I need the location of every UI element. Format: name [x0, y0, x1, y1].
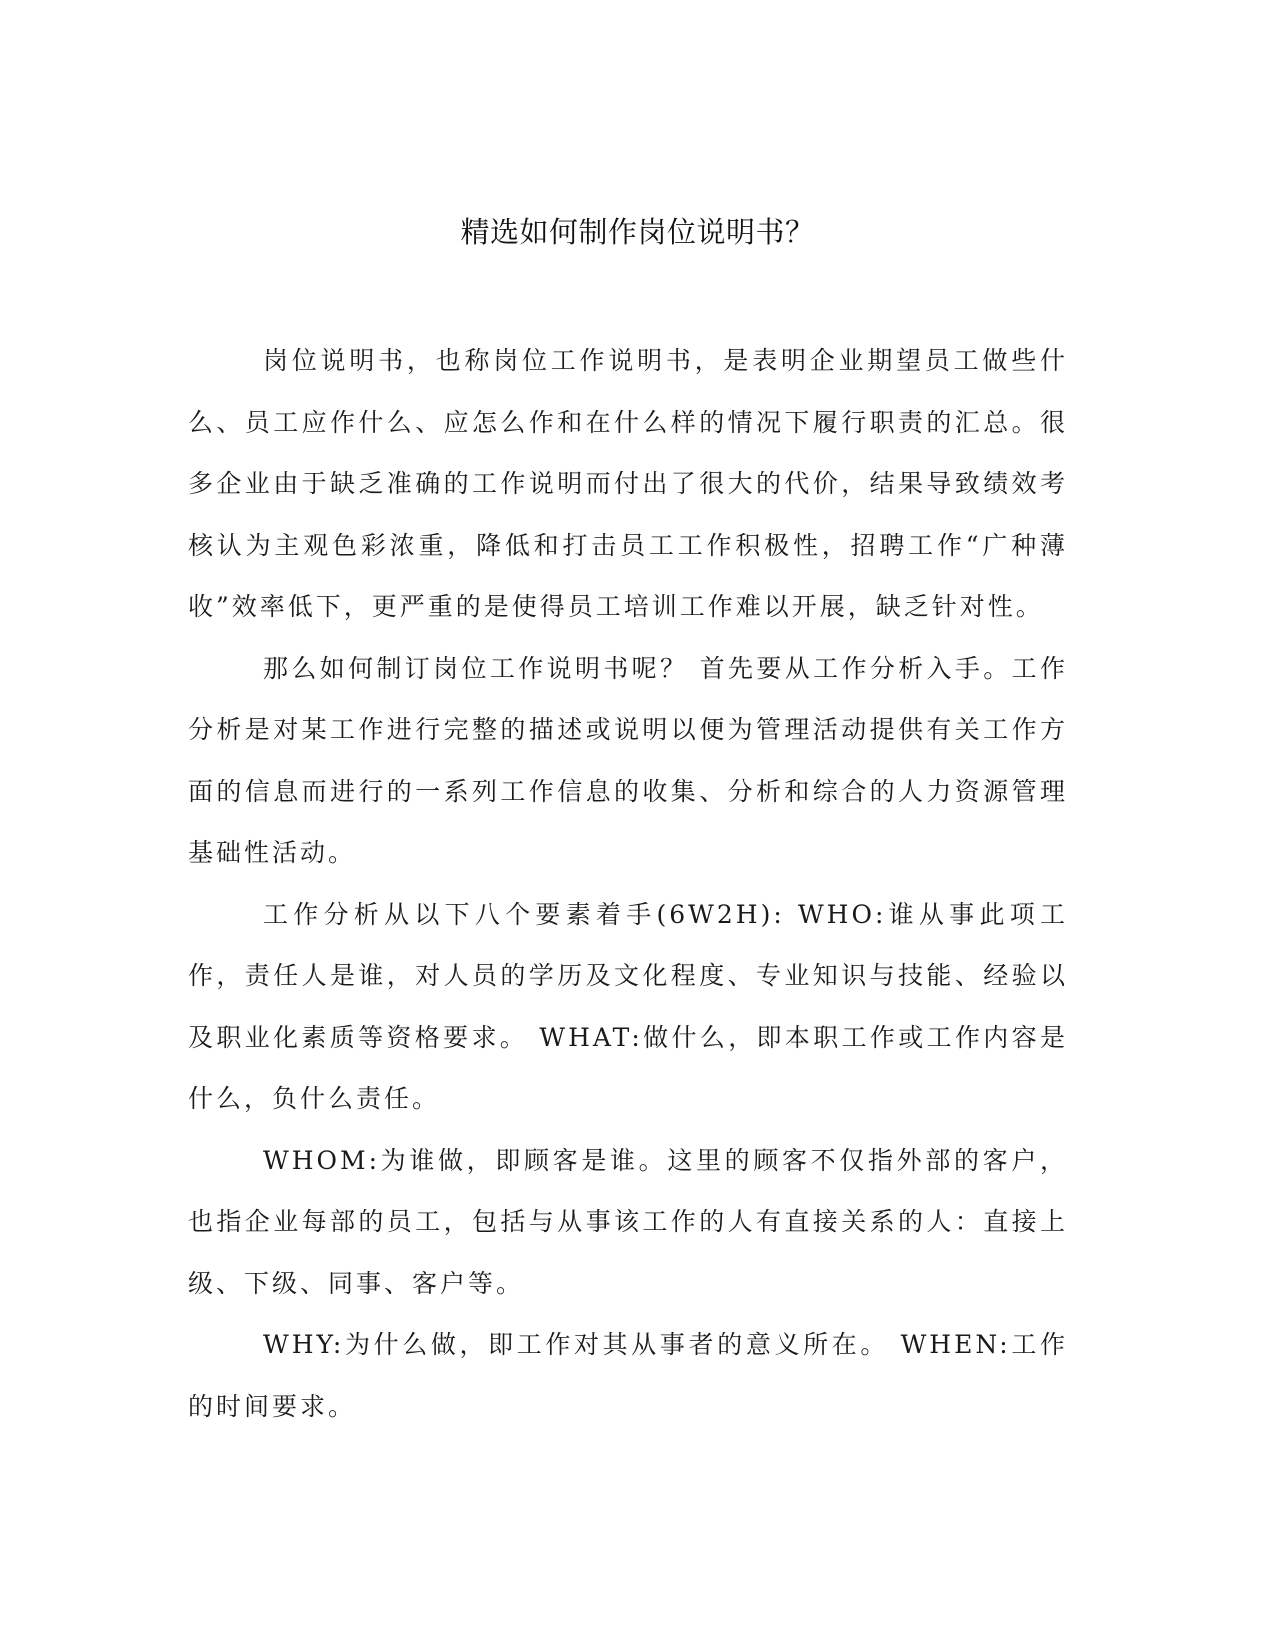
paragraph-6w2h-who-what: 工作分析从以下八个要素着手(6W2H): WHO:谁从事此项工作，责任人是谁，对人员的学历及文化程度、专业知识与技能、经验以及职业化素质等资格要求。 WHAT:做什么，即本职工作或工作内容是什么，负什么责任。 [188, 899, 1068, 1113]
document-body [188, 330, 1068, 1437]
paragraph-definition: 岗位说明书，也称岗位工作说明书，是表明企业期望员工做些什么、员工应作什么、应怎么作和在什么样的情况下履行职责的汇总。很多企业由于缺乏准确的工作说明而付出了很大的代价，结果导致绩效考核认为主观色彩浓重，降低和打击员工工作积极性，招聘工作“广种薄收”效率低下，更严重的是使得员工培训工作难以开展，缺乏针对性。 [188, 346, 1068, 621]
paragraph-why-when: WHY:为什么做，即工作对其从事者的意义所在。 WHEN:工作的时间要求。 [188, 1330, 1068, 1421]
document-title: 精选如何制作岗位说明书？ [460, 215, 815, 249]
paragraph-how-to: 那么如何制订岗位工作说明书呢？ 首先要从工作分析入手。工作分析是对某工作进行完整的描述或说明以便为管理活动提供有关工作方面的信息而进行的一系列工作信息的收集、分析和综合的人力资源管理基础性活动。 [188, 653, 1068, 867]
paragraph-whom: WHOM:为谁做，即顾客是谁。这里的顾客不仅指外部的客户，也指企业每部的员工，包括与从事该工作的人有直接关系的人：直接上级、下级、同事、客户等。 [188, 1145, 1068, 1298]
